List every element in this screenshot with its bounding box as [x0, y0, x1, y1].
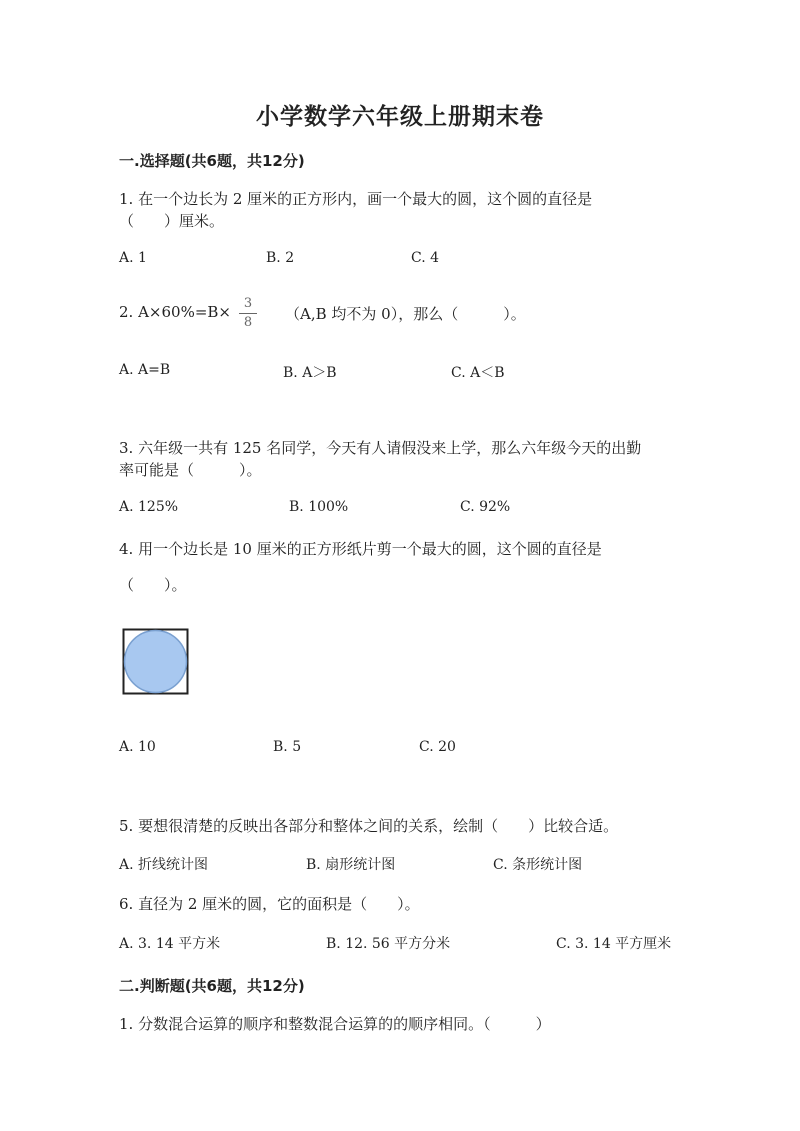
question-1-option-c: C. 4	[411, 250, 440, 266]
question-4-text-cont: （ ）。	[119, 576, 187, 594]
fraction-denominator: 8	[243, 315, 253, 330]
question-2-option-b: B. A＞B	[283, 365, 337, 381]
question-3-option-c: C. 92%	[460, 499, 511, 515]
question-4-option-a: A. 10	[119, 739, 156, 755]
page-title: 小学数学六年级上册期末卷	[256, 103, 544, 130]
question-3-text: 3. 六年级一共有 125 名同学，今天有人请假没来上学，那么六年级今天的出勤	[119, 439, 642, 457]
question-5-text: 5. 要想很清楚的反映出各部分和整体之间的关系，绘制（ ）比较合适。	[119, 817, 619, 835]
circle-shape	[125, 631, 187, 693]
question-6-option-c: C. 3. 14 平方厘米	[556, 936, 672, 952]
question-6-option-b: B. 12. 56 平方分米	[326, 936, 451, 952]
question-5-option-b: B. 扇形统计图	[306, 857, 396, 873]
question-2-option-a: A. A=B	[119, 362, 171, 378]
question-2-text-suffix: （A,B 均不为 0），那么（ ）。	[285, 305, 526, 323]
question-4-option-c: C. 20	[419, 739, 456, 755]
question-4-option-b: B. 5	[273, 739, 302, 755]
circle-in-square-figure	[122, 628, 190, 696]
fraction-three-eighths	[239, 296, 257, 331]
question-1-option-a: A. 1	[119, 250, 147, 266]
question-2-option-c: C. A＜B	[451, 365, 505, 381]
question-2-text-prefix: 2. A×60%=B×	[119, 303, 231, 321]
question-3-option-b: B. 100%	[289, 499, 349, 515]
question-1-text: 1. 在一个边长为 2 厘米的正方形内，画一个最大的圆，这个圆的直径是	[119, 190, 593, 208]
question-3-option-a: A. 125%	[119, 499, 179, 515]
question-6-option-a: A. 3. 14 平方米	[119, 936, 221, 952]
section-heading-choice: 一.选择题(共6题，共12分)	[119, 152, 305, 170]
question-5-option-a: A. 折线统计图	[119, 857, 209, 873]
fraction-numerator: 3	[243, 296, 253, 311]
question-4-text: 4. 用一个边长是 10 厘米的正方形纸片剪一个最大的圆，这个圆的直径是	[119, 540, 602, 558]
judgement-1-text: 1. 分数混合运算的顺序和整数混合运算的的顺序相同。（ ）	[119, 1015, 551, 1033]
question-5-option-c: C. 条形统计图	[493, 857, 583, 873]
fraction-bar	[239, 313, 257, 314]
question-1-option-b: B. 2	[266, 250, 295, 266]
question-6-text: 6. 直径为 2 厘米的圆，它的面积是（ ）。	[119, 895, 420, 913]
question-1-text-cont: （ ）厘米。	[119, 212, 225, 230]
question-3-text-cont: 率可能是（ ）。	[119, 461, 262, 479]
section-heading-judgement: 二.判断题(共6题，共12分)	[119, 977, 305, 995]
